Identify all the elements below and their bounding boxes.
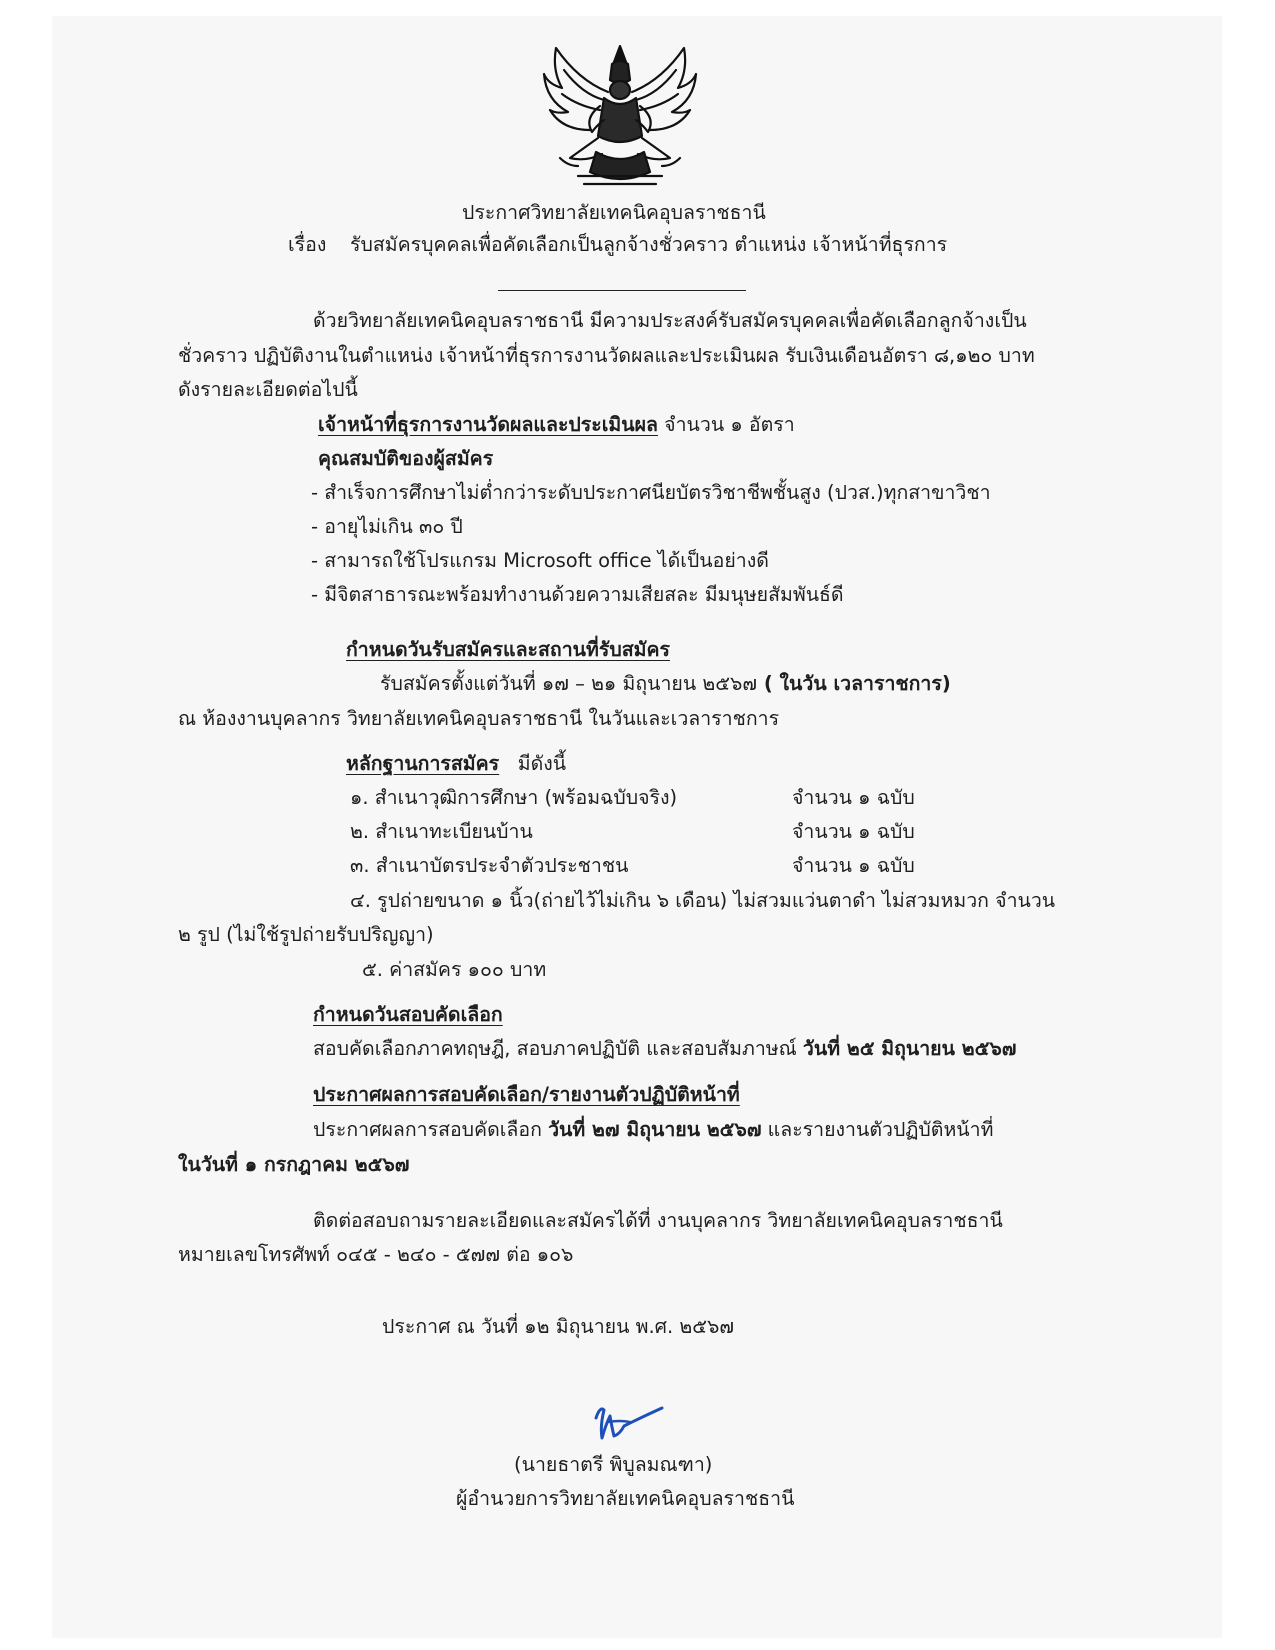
document-item-4-line-1: ๔. รูปถ่ายขนาด ๑ นิ้ว(ถ่ายไว้ไม่เกิน ๖ เดือน) ไม่สวมแว่นตาดำ ไม่สวมหมวก จำนวน	[350, 889, 1056, 912]
document-qty: จำนวน ๑ ฉบับ	[792, 820, 915, 843]
document-page	[52, 16, 1222, 1638]
document-item: ๒. สำเนาทะเบียนบ้าน	[350, 820, 533, 843]
intro-line-1: ด้วยวิทยาลัยเทคนิคอุบลราชธานี มีความประสงค์รับสมัครบุคคลเพื่อคัดเลือกลูกจ้างเป็น	[313, 309, 1027, 332]
document-item: ๑. สำเนาวุฒิการศึกษา (พร้อมฉบับจริง)	[350, 786, 678, 809]
position-count: จำนวน ๑ อัตรา	[657, 413, 795, 436]
results-post: และรายงานตัวปฏิบัติหน้าที่	[761, 1118, 994, 1141]
exam-line	[313, 1036, 1016, 1062]
application-hours-note: ( ในวัน เวลาราชการ)	[757, 672, 951, 695]
garuda-emblem-icon	[538, 40, 702, 192]
results-date: วันที่ ๒๗ มิถุนายน ๒๕๖๗	[548, 1118, 762, 1141]
announcement-org-heading: ประกาศวิทยาลัยเทคนิคอุบลราชธานี	[462, 201, 766, 224]
documents-heading-line	[346, 751, 566, 777]
document-item: ๓. สำเนาบัตรประจำตัวประชาชน	[350, 854, 629, 877]
results-line-2: ในวันที่ ๑ กรกฎาคม ๒๕๖๗	[178, 1153, 410, 1176]
position-title: เจ้าหน้าที่ธุรการงานวัดผลและประเมินผล	[318, 413, 658, 436]
subject-label: เรื่อง	[288, 233, 327, 256]
exam-description: สอบคัดเลือกภาคทฤษฎี, สอบภาคปฏิบัติ และสอบสัมภาษณ์	[313, 1037, 803, 1060]
signer-title: ผู้อำนวยการวิทยาลัยเทคนิคอุบลราชธานี	[456, 1487, 795, 1510]
contact-line-1: ติดต่อสอบถามรายละเอียดและสมัครได้ที่ งานบุคลากร วิทยาลัยเทคนิคอุบลราชธานี	[313, 1209, 1003, 1232]
signature-icon	[590, 1396, 670, 1446]
contact-phone: หมายเลขโทรศัพท์ ๐๔๕ - ๒๔๐ - ๕๗๗ ต่อ ๑๐๖	[178, 1243, 574, 1266]
application-date-line	[380, 671, 951, 697]
qualification-item: - มีจิตสาธารณะพร้อมทำงานด้วยความเสียสละ มีมนุษยสัมพันธ์ดี	[311, 583, 844, 606]
application-dates: รับสมัครตั้งแต่วันที่ ๑๗ – ๒๑ มิถุนายน ๒๕๖๗	[380, 672, 758, 695]
document-item-4-line-2: ๒ รูป (ไม่ใช้รูปถ่ายรับปริญญา)	[178, 923, 434, 946]
results-pre: ประกาศผลการสอบคัดเลือก	[313, 1118, 549, 1141]
documents-heading-suffix: มีดังนี้	[517, 752, 567, 775]
position-line	[318, 412, 795, 438]
document-item-5: ๕. ค่าสมัคร ๑๐๐ บาท	[362, 958, 547, 981]
qualification-item: - อายุไม่เกิน ๓๐ ปี	[311, 515, 463, 538]
documents-heading: หลักฐานการสมัคร	[346, 752, 500, 775]
subject-title: รับสมัครบุคคลเพื่อคัดเลือกเป็นลูกจ้างชั่วคราว ตำแหน่ง เจ้าหน้าที่ธุรการ	[350, 233, 948, 256]
application-heading: กำหนดวันรับสมัครและสถานที่รับสมัคร	[346, 638, 670, 661]
signer-name: (นายธาตรี พิบูลมณฑา)	[514, 1453, 713, 1476]
intro-line-3: ดังรายละเอียดต่อไปนี้	[178, 378, 358, 401]
document-qty: จำนวน ๑ ฉบับ	[792, 854, 915, 877]
exam-date: วันที่ ๒๕ มิถุนายน ๒๕๖๗	[802, 1037, 1017, 1060]
exam-heading: กำหนดวันสอบคัดเลือก	[313, 1003, 503, 1026]
application-place: ณ ห้องงานบุคลากร วิทยาลัยเทคนิคอุบลราชธานี ในวันและเวลาราชการ	[178, 707, 780, 730]
results-heading: ประกาศผลการสอบคัดเลือก/รายงานตัวปฏิบัติหน้าที่	[313, 1083, 740, 1106]
document-qty: จำนวน ๑ ฉบับ	[792, 786, 915, 809]
header-divider	[498, 290, 746, 291]
announcement-date: ประกาศ ณ วันที่ ๑๒ มิถุนายน พ.ศ. ๒๕๖๗	[382, 1315, 735, 1338]
intro-line-2: ชั่วคราว ปฏิบัติงานในตำแหน่ง เจ้าหน้าที่ธุรการงานวัดผลและประเมินผล รับเงินเดือนอัตรา ๘,๑๒๐ บาท	[178, 344, 1035, 367]
results-line-1	[313, 1117, 993, 1143]
qualification-item: - สามารถใช้โปรแกรม Microsoft office ได้เป็นอย่างดี	[311, 549, 769, 572]
qualifications-heading: คุณสมบัติของผู้สมัคร	[318, 447, 494, 470]
qualification-item: - สำเร็จการศึกษาไม่ต่ำกว่าระดับประกาศนียบัตรวิชาชีพชั้นสูง (ปวส.)ทุกสาขาวิชา	[311, 481, 991, 504]
